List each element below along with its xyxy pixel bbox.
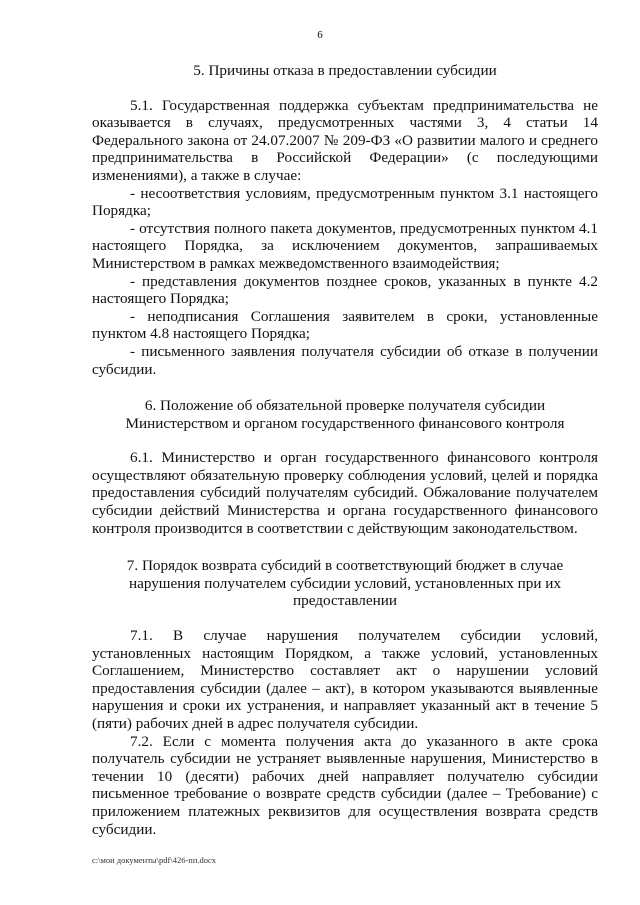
list-item: - представления документов позднее сроков, указанных в пункте 4.2 настоящего Порядка;	[92, 272, 598, 308]
list-item: - неподписания Соглашения заявителем в сроки, установленные пунктом 4.8 настоящего Порядка;	[92, 307, 598, 343]
section-7-heading-line-1: 7. Порядок возврата субсидий в соответствующий бюджет в случае	[126, 557, 564, 575]
footer-file-path: c:\мои документы\pdf\426-пп.docx	[92, 855, 217, 865]
paragraph-6-1: 6.1. Министерство и орган государственного финансового контроля осуществляют обязательную проверку соблюдения условий, целей и порядка предоставления субсидий получателям субсидий. Обжалование получателем субсидии действий Министерства и органа государственного финансового контроля производится в соответствии с действующим законодательством.	[92, 449, 598, 537]
paragraph-5-1: 5.1. Государственная поддержка субъектам предпринимательства не оказывается в случаях, предусмотренных частями 3, 4 статьи 14 Федерального закона от 24.07.2007 № 209-ФЗ «О развитии малого и среднего предпринимательства в Российской Федерации» (с последующими изменениями), а также в случае:	[92, 96, 598, 184]
list-item: - несоответствия условиям, предусмотренным пунктом 3.1 настоящего Порядка;	[92, 184, 598, 220]
document-body	[92, 62, 598, 838]
section-7	[92, 557, 598, 838]
list-item: - отсутствия полного пакета документов, предусмотренных пунктом 4.1 настоящего Порядка, за исключением документов, запрашиваемых Министерством в рамках межведомственного взаимодействия;	[92, 219, 598, 272]
list-item: - письменного заявления получателя субсидии об отказе в получении субсидии.	[92, 342, 598, 378]
page-number: 6	[317, 29, 323, 41]
section-6-heading-line-1: 6. Положение об обязательной проверке получателя субсидии	[144, 397, 546, 415]
section-7-heading-line-2: нарушения получателем субсидии условий, установленных при их	[128, 574, 562, 592]
section-5-heading: 5. Причины отказа в предоставлении субсидии	[193, 62, 497, 79]
paragraph-7-2: 7.2. Если с момента получения акта до указанного в акте срока получатель субсидии не устраняет выявленные нарушения, Министерство в течении 10 (десяти) рабочих дней направляет получателю субсидии письменное требование о возврате средств субсидии (далее – Требование) с приложением платежных реквизитов для осуществления возврата средств субсидии.	[92, 732, 598, 838]
section-6	[92, 397, 598, 537]
section-6-heading-line-2: Министерством и органом государственного финансового контроля	[125, 414, 565, 432]
section-5	[92, 62, 598, 378]
section-7-heading-line-3: предоставлении	[293, 592, 397, 610]
paragraph-7-1: 7.1. В случае нарушения получателем субсидии условий, установленных настоящим Порядком, а также условий, установленных Соглашением, Министерство составляет акт о нарушении условий предоставления субсидии (далее – акт), в котором указываются выявленные нарушения и сроки их устранения, и направляет указанный акт в течение 5 (пяти) рабочих дней в адрес получателя субсидии.	[92, 627, 598, 732]
